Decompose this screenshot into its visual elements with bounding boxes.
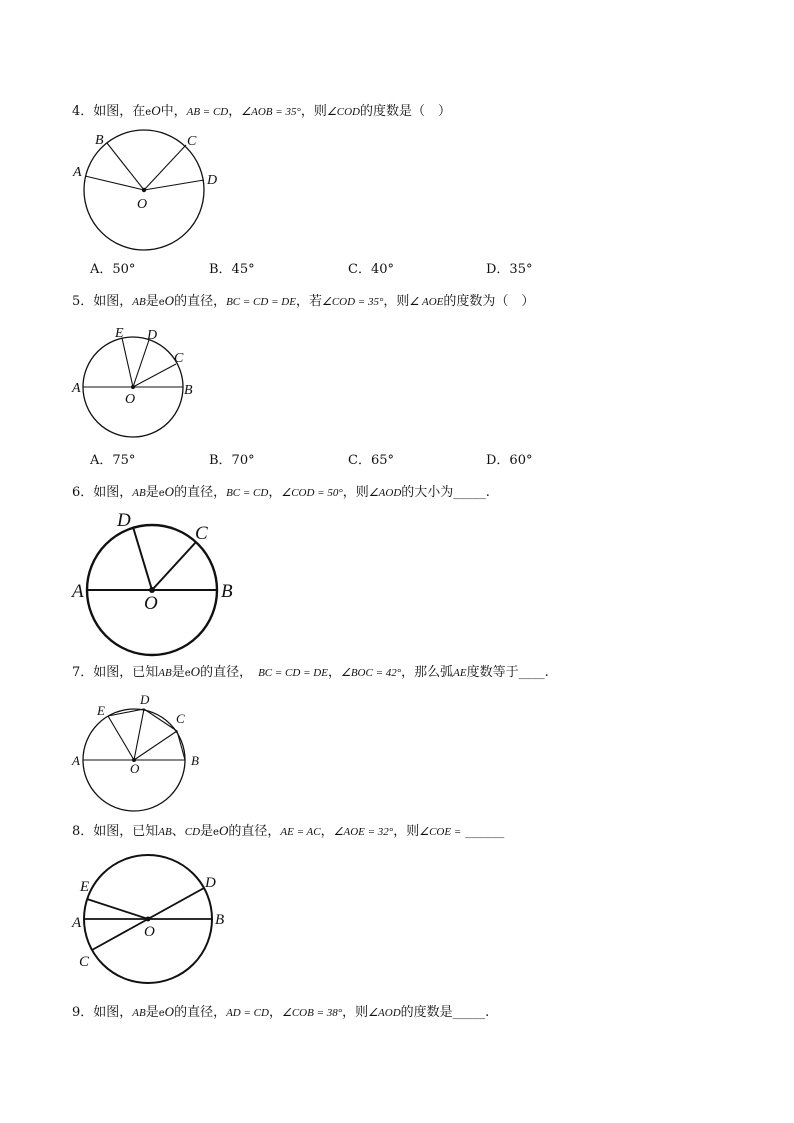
radius-oc [134,731,177,760]
answer-blank[interactable]: ____ [518,665,545,680]
question-6-figure [70,508,245,663]
question-6-stem: 6．如图，AB是eO的直径，BC = CD，∠COD = 50°，则∠AOD的大小为_____. [72,484,490,500]
option-c[interactable]: C．40° [348,262,394,277]
target-angle: ∠ AOE [409,296,444,308]
label-b: B [215,912,225,928]
question-5-figure [70,322,210,442]
given-angle: ∠AOB = 35° [241,106,301,118]
radius-oc [144,145,186,190]
label-o: O [137,197,148,212]
label-c: C [195,523,208,544]
label-a: A [73,165,82,180]
label-c: C [174,351,184,366]
label-c: C [187,134,197,149]
question-8-stem: 8．如图，已知AB、CD是eO的直径，AE = AC，∠AOE = 32°，则∠COE = ______ [72,823,505,839]
circle-symbol: e [184,668,191,679]
target-arc: AE [453,667,467,679]
circle-symbol: e [145,107,152,118]
label-b: B [191,753,199,768]
label-c: C [176,711,185,726]
label-d: D [117,510,131,531]
arc-equation: BC = CD [226,487,269,499]
center-point [131,385,135,389]
question-4-figure [70,130,230,255]
answer-blank[interactable]: ______ [465,824,505,839]
label-o: O [130,761,140,776]
label-e: E [97,703,105,718]
radius-od [134,709,144,760]
circle-symbol: e [158,297,165,308]
label-o: O [144,924,155,940]
label-d: D [140,692,150,707]
given-angle: ∠COD = 35° [321,296,384,308]
arc-equation: BC = CD = DE [226,296,296,308]
label-b: B [184,383,193,398]
label-d: D [205,875,216,891]
label-o: O [144,593,158,614]
answer-blank[interactable]: _____ [453,485,486,500]
circle-symbol: e [158,488,165,499]
given-angle: ∠COD = 50° [281,487,343,499]
radius-od [133,527,152,590]
label-b: B [221,581,233,602]
label-b: B [95,133,104,148]
radius-oe [122,338,133,387]
answer-blank[interactable]: _____ [452,1005,486,1020]
label-c: C [79,954,90,970]
label-a: A [72,381,81,396]
target-angle: ∠AOD [368,1007,401,1019]
label-e: E [80,879,90,895]
arc-equation: AD = CD [226,1007,269,1019]
radius-oc [152,542,196,590]
radius-oe [108,716,134,760]
question-7-figure [70,692,210,817]
option-a[interactable]: A．50° [90,262,136,277]
given-angle: ∠COB = 38° [281,1007,343,1019]
label-e: E [115,326,124,341]
option-b[interactable]: B．70° [209,453,255,468]
label-a: A [72,915,82,931]
option-c[interactable]: C．65° [348,453,394,468]
target-angle: ∠COE = [419,826,462,838]
option-d[interactable]: D．35° [486,262,533,277]
question-4-stem: 4．如图，在eO中，AB = CD，∠AOB = 35°，则∠COD的度数是（ ） [72,103,451,119]
label-a: A [72,581,84,602]
target-angle: ∠AOD [368,487,402,499]
radius-oe [87,899,148,919]
radius-od [144,180,204,190]
question-7-stem: 7．如图，已知AB是eO的直径， BC = CD = DE，∠BOC = 42°，那么弧AE度数等于____. [72,664,549,680]
option-d[interactable]: D．60° [486,453,533,468]
given-angle: ∠BOC = 42° [340,667,402,679]
circle-symbol: e [213,827,219,838]
given-angle: ∠AOE = 32° [333,826,394,838]
center-point [146,917,151,922]
target-angle: ∠COD [326,106,360,118]
label-d: D [147,328,158,343]
option-b[interactable]: B．45° [209,262,255,277]
label-o: O [125,392,136,407]
label-d: D [207,173,218,188]
chord-equation: AE = AC [280,826,321,838]
question-9-stem: 9．如图，AB是eO的直径，AD = CD，∠COB = 38°，则∠AOD的度数是_____. [72,1004,490,1020]
question-8-figure [70,852,235,982]
arc-equation: AB = CD [186,106,229,118]
option-a[interactable]: A．75° [90,453,136,468]
label-a: A [72,753,80,768]
circle-symbol: e [158,1008,165,1019]
chord-equation: BC = CD = DE [258,667,328,679]
center-point [142,188,146,192]
question-5-stem: 5．如图，AB是eO的直径，BC = CD = DE，若∠COD = 35°，则∠ AOE的度数为（ ） [72,293,535,309]
